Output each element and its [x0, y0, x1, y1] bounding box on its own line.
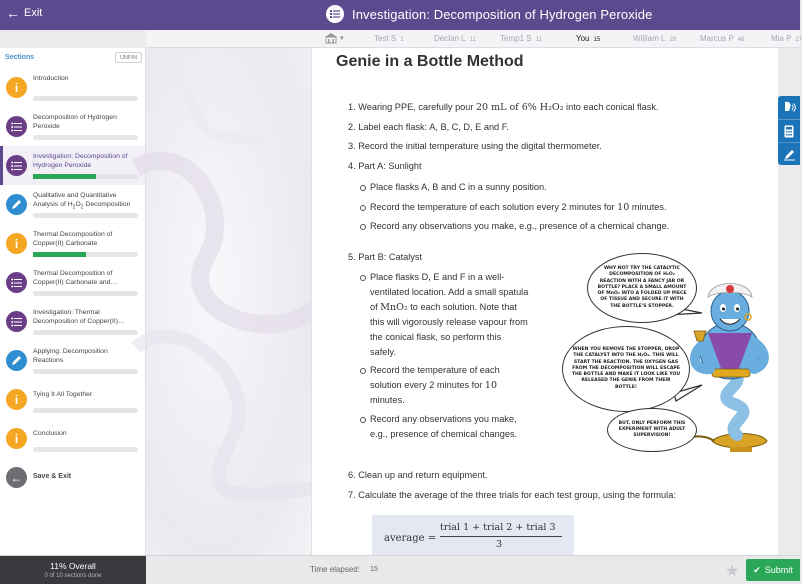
section-progress	[33, 291, 138, 296]
genie-illustration	[562, 253, 777, 458]
classroom-icon	[324, 32, 338, 44]
student-tab[interactable]: Mia P 27	[771, 34, 802, 43]
submit-label: Submit	[764, 565, 793, 575]
section-title: Applying: Decomposition Reactions	[33, 348, 108, 364]
text-to-speech-icon[interactable]	[778, 96, 800, 119]
student-tab[interactable]: William L 28	[633, 34, 677, 43]
sections-header	[0, 48, 146, 68]
step-4-bullet: Record any observations you make, e.g., presence of a chemical change.	[370, 219, 669, 234]
step-7: 7. Calculate the average of the three trials for each test group, using the formula:	[348, 490, 676, 500]
section-item[interactable]	[0, 185, 145, 224]
step-4-bullet: Place flasks A, B and C in a sunny position.	[370, 180, 547, 195]
section-title: Investigation: Decomposition of Hydrogen Peroxide	[33, 153, 128, 169]
section-progress	[33, 369, 138, 374]
step-5-bullet: Record the temperature of each solution every 2 minutes for 10 minutes.	[370, 363, 500, 408]
student-strip	[146, 30, 800, 48]
step-5-bullet: Place flasks D, E and F in a well- ventilated location. Add a small spatula of MnO₂ to each solution. Note that this will vigorously release vapour from the conical flask, so perform this safely.	[370, 270, 528, 360]
section-title: Conclusion	[33, 430, 67, 437]
back-arrow-icon: ←	[6, 467, 27, 488]
section-item-active[interactable]	[0, 146, 145, 185]
lesson-content	[311, 48, 778, 555]
section-item[interactable]	[0, 419, 145, 458]
section-title: Investigation: Thermal Decomposition of Copper(II)…	[33, 309, 125, 325]
speech-bubble: BUT, ONLY PERFORM THIS EXPERIMENT WITH ADULT SUPERVISION!	[607, 408, 697, 452]
sections-heading: Sections	[5, 54, 35, 61]
section-progress	[33, 408, 138, 413]
list-icon	[6, 155, 27, 176]
progress-fill	[33, 252, 86, 257]
fraction-bar	[440, 536, 562, 537]
pen-icon[interactable]	[778, 142, 800, 165]
exit-label: Exit	[24, 7, 43, 19]
section-progress	[33, 330, 138, 335]
submit-button[interactable]	[746, 559, 800, 581]
student-tab[interactable]: Temp1 S 11	[500, 34, 542, 43]
section-item[interactable]	[0, 302, 145, 341]
section-item[interactable]	[0, 263, 145, 302]
section-item[interactable]	[0, 224, 145, 263]
sections-done: 0 of 10 sections done	[44, 573, 102, 579]
average-formula	[372, 515, 574, 557]
decorative-swirl	[146, 48, 311, 555]
content-heading: Genie in a Bottle Method	[336, 53, 524, 70]
pencil-icon	[6, 194, 27, 215]
step-4-bullet: Record the temperature of each solution every 2 minutes for 10 minutes.	[370, 202, 667, 213]
exit-button[interactable]	[6, 6, 42, 20]
formula-numerator: trial 1 + trial 2 + trial 3	[440, 522, 556, 533]
save-exit-label: Save & Exit	[33, 473, 72, 480]
check-icon: ✔	[753, 564, 761, 575]
save-exit-button[interactable]	[0, 458, 145, 497]
title-area	[326, 5, 652, 23]
section-item[interactable]	[0, 107, 145, 146]
info-icon: i	[6, 233, 27, 254]
section-item[interactable]	[0, 380, 145, 419]
footer-bar	[0, 555, 800, 583]
chevron-down-icon: ▾	[340, 35, 344, 42]
section-item[interactable]	[0, 341, 145, 380]
section-progress	[33, 96, 138, 101]
time-elapsed-label: Time elapsed:	[310, 565, 360, 574]
step-4: 4. Part A: Sunlight	[348, 161, 422, 171]
time-elapsed-value: 15	[370, 566, 378, 573]
section-progress	[33, 252, 138, 257]
student-tab-active[interactable]: You 15	[576, 34, 601, 43]
sections-sidebar	[0, 48, 146, 555]
step-5: 5. Part B: Catalyst	[348, 252, 423, 262]
classroom-selector[interactable]	[324, 32, 344, 44]
info-icon: i	[6, 428, 27, 449]
top-bar	[0, 0, 800, 30]
menu-list-icon[interactable]	[326, 5, 344, 23]
section-progress	[33, 213, 138, 218]
star-icon[interactable]: ★	[725, 563, 740, 580]
student-tab[interactable]: Declan L 11	[434, 34, 476, 43]
progress-fill	[33, 174, 96, 179]
info-icon: i	[6, 77, 27, 98]
section-progress	[33, 174, 138, 179]
tool-panel	[778, 96, 800, 165]
student-tab[interactable]: Test S 1	[374, 34, 404, 43]
step-2: 2. Label each flask: A, B, C, D, E and F.	[348, 122, 509, 132]
list-icon	[6, 311, 27, 332]
speech-bubble: WHEN YOU REMOVE THE STOPPER, DROP THE CATALYST INTO THE H₂O₂. THIS WILL START THE REACTION. THE OXYGEN GAS FROM THE DECOMPOSITION WILL ESCAPE THE BOTTLE AND MAKE IT LOOK LIKE YOU RELEASED THE GENIE FROM THEIR BOTTLE!	[562, 326, 690, 412]
formula-lhs: average =	[384, 533, 437, 544]
section-title: Decomposition of Hydrogen Peroxide	[33, 114, 117, 130]
overall-progress	[0, 556, 146, 584]
section-title: Thermal Decomposition of Copper(II) Carbonate	[33, 231, 113, 247]
back-arrow-icon: ←	[6, 5, 20, 21]
section-title: Introduction	[33, 75, 69, 82]
section-title: Tying It All Together	[33, 391, 93, 398]
section-title: Thermal Decomposition of Copper(II) Carbonate and…	[33, 270, 118, 286]
list-icon	[6, 272, 27, 293]
student-tab[interactable]: Marcus P 48	[700, 34, 745, 43]
step-1: 1. Wearing PPE, carefully pour 20 mL of 6% H₂O₂ into each conical flask.	[348, 102, 659, 113]
pencil-icon	[6, 350, 27, 371]
overall-percent: 11% Overall	[50, 561, 96, 571]
step-3: 3. Record the initial temperature using the digital thermometer.	[348, 141, 602, 151]
section-progress	[33, 447, 138, 452]
step-6: 6. Clean up and return equipment.	[348, 470, 488, 480]
section-progress	[33, 135, 138, 140]
section-title: Qualitative and Quantitative Analysis of $H_2O_2$ Decomposition	[33, 192, 131, 211]
speech-bubble: WHY NOT TRY THE CATALYTIC DECOMPOSITION OF H₂O₂ REACTION WITH A FANCY JAR OR BOTTLE? PLACE A SMALL AMOUNT OF MnO₂ INTO A FOLDED UP PIECE OF TISSUE AND SECURE IT WITH THE BOTTLE'S STOPPER.	[587, 253, 697, 323]
formula-denominator: 3	[496, 539, 503, 550]
list-icon	[6, 116, 27, 137]
unpin-button[interactable]: UNPIN	[115, 52, 142, 63]
info-icon: i	[6, 389, 27, 410]
section-item[interactable]	[0, 68, 145, 107]
calculator-icon[interactable]	[778, 119, 800, 142]
step-5-bullet: Record any observations you make, e.g., presence of chemical changes.	[370, 412, 517, 442]
page-title: Investigation: Decomposition of Hydrogen Peroxide	[352, 6, 653, 22]
